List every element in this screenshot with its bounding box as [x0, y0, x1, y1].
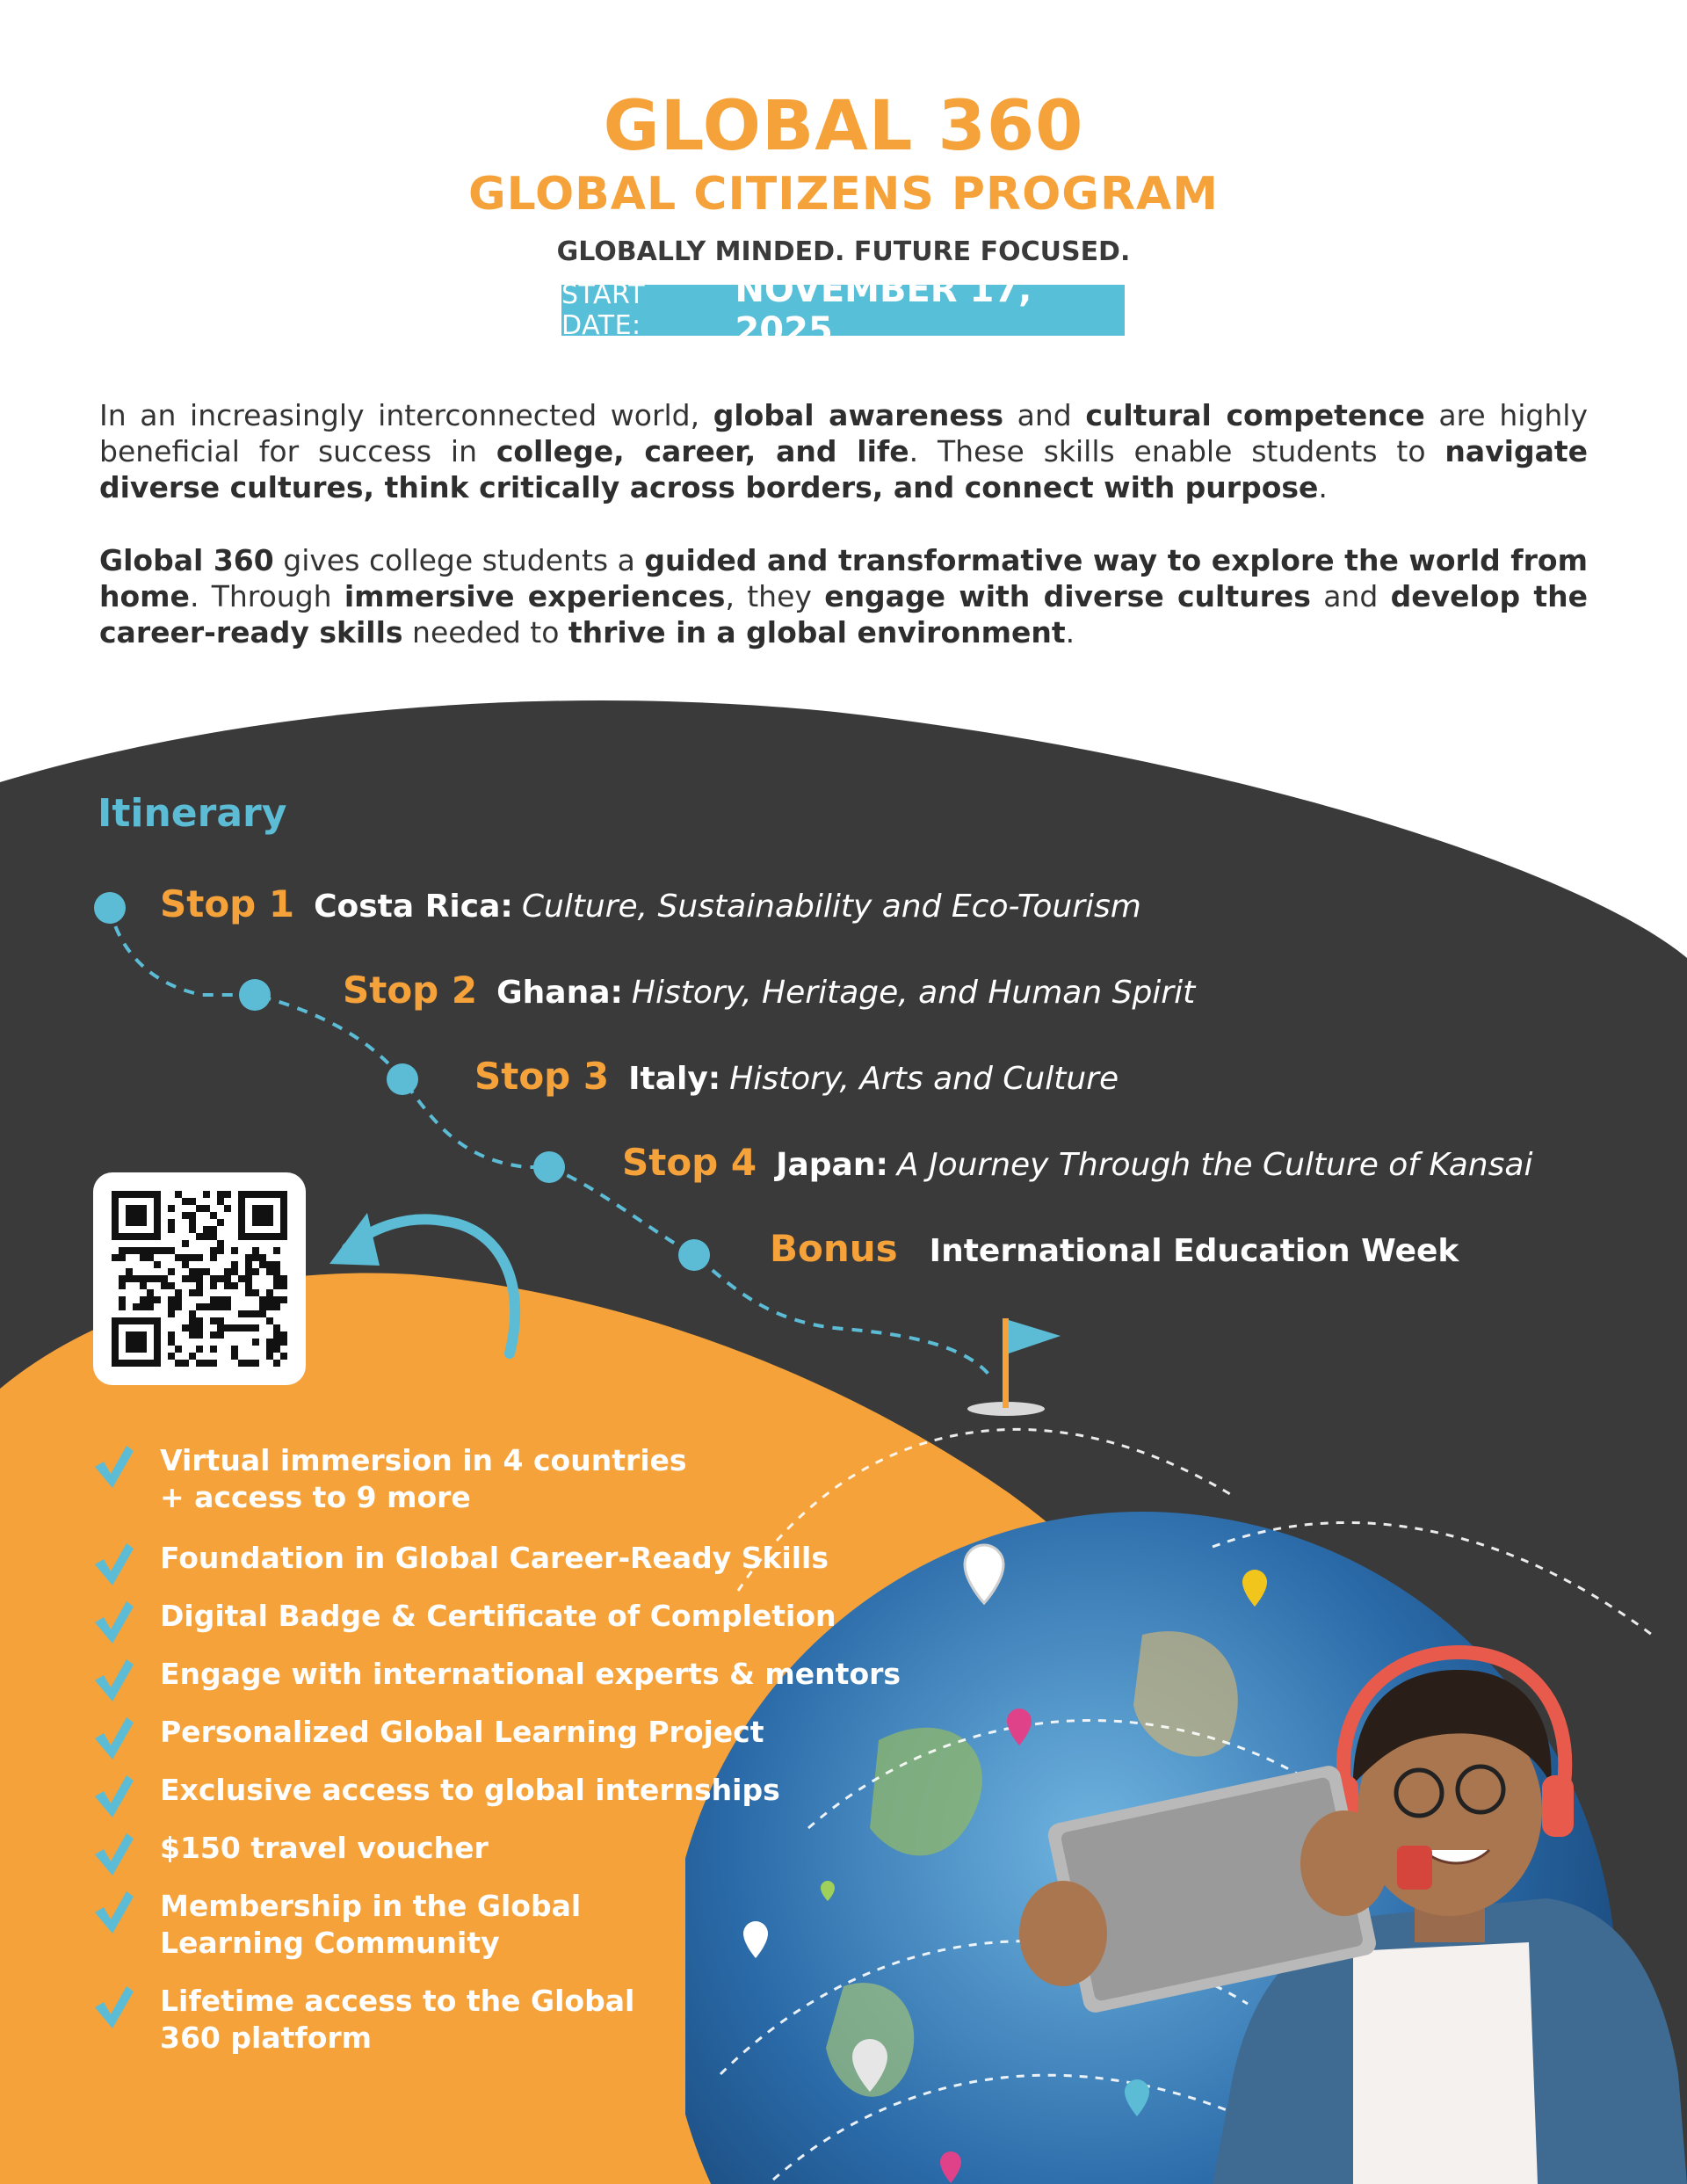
start-date-value: NOVEMBER 17, 2025 [735, 270, 1032, 351]
stop-theme: History, Arts and Culture [729, 1061, 1119, 1097]
benefit-text: Lifetime access to the Global 360 platform [160, 1984, 635, 2055]
benefit-item [91, 1598, 935, 1645]
intro-text: In an increasingly interconnected world, [99, 398, 713, 432]
itinerary-bonus [770, 1227, 1459, 1270]
bonus-label: Bonus [770, 1227, 898, 1270]
benefit-item [91, 1772, 935, 1819]
stop-4-dot [533, 1151, 565, 1183]
stop-theme: Culture, Sustainability and Eco-Tourism [521, 889, 1141, 925]
stop-label: Stop 3 [474, 1055, 610, 1098]
stop-2-dot [239, 979, 271, 1011]
intro-text: needed to [402, 615, 568, 649]
intro-text: . [1318, 470, 1328, 504]
bonus-text: International Education Week [929, 1233, 1459, 1269]
benefit-text: Virtual immersion in 4 countries + access to 9 more [160, 1443, 687, 1514]
intro-emphasis: navigate diverse cultures, think critically across borders, and connect with purpose [99, 434, 1588, 504]
checkmark-icon [91, 1542, 135, 1587]
checkmark-icon [91, 1444, 135, 1490]
bonus-dot [678, 1239, 710, 1271]
stop-country: Ghana: [496, 975, 623, 1011]
benefit-text: Exclusive access to global internships [160, 1773, 780, 1807]
benefit-item [91, 1888, 935, 1962]
intro-emphasis: guided and transformative way to explore the world from home [99, 543, 1588, 613]
checkmark-icon [91, 1984, 135, 2030]
tagline: GLOBALLY MINDED. FUTURE FOCUSED. [556, 236, 1131, 267]
curved-arrow-icon [329, 1213, 515, 1353]
stop-theme: History, Heritage, and Human Spirit [631, 975, 1196, 1011]
qr-code-card[interactable] [93, 1172, 306, 1385]
intro-emphasis: cultural competence [1085, 398, 1425, 432]
intro-emphasis: thrive in a global environment [568, 615, 1066, 649]
stop-theme: A Journey Through the Culture of Kansai [896, 1147, 1533, 1183]
checkmark-icon [91, 1890, 135, 1935]
stop-label: Stop 1 [160, 882, 295, 925]
itinerary-stop-3 [474, 1055, 1119, 1098]
start-date-label: START DATE: [561, 279, 646, 341]
benefit-item [91, 1830, 935, 1877]
intro-emphasis: Global 360 [99, 543, 274, 577]
itinerary-stop-4 [622, 1141, 1532, 1184]
intro-emphasis: develop the career-ready skills [99, 579, 1589, 649]
benefit-item [91, 1540, 935, 1587]
intro-text: . These skills enable students to [909, 434, 1445, 468]
intro-text: and [1003, 398, 1086, 432]
intro-text: and [1310, 579, 1391, 613]
stop-country: Italy: [628, 1061, 721, 1097]
intro-text: . [1065, 615, 1075, 649]
benefit-text: Engage with international experts & mentors [160, 1657, 901, 1691]
benefit-item [91, 1442, 935, 1516]
intro-emphasis: immersive experiences [344, 579, 726, 613]
benefit-text: Digital Badge & Certificate of Completion [160, 1599, 836, 1633]
itinerary-heading: Itinerary [98, 791, 287, 836]
checkmark-icon [91, 1716, 135, 1761]
stop-label: Stop 4 [622, 1141, 757, 1184]
intro-emphasis: global awareness [713, 398, 1004, 432]
program-title: GLOBAL 360 [603, 87, 1084, 166]
stop-country: Costa Rica: [314, 889, 513, 925]
stop-1-dot [94, 892, 126, 924]
intro-text: , they [725, 579, 825, 613]
benefit-item [91, 1714, 935, 1761]
program-subtitle: GLOBAL CITIZENS PROGRAM [468, 168, 1219, 221]
qr-code-icon[interactable] [112, 1191, 287, 1367]
itinerary-stop-2 [343, 969, 1195, 1012]
intro-emphasis: college, career, and life [496, 434, 909, 468]
benefit-item [91, 1983, 935, 2057]
benefit-text: $150 travel voucher [160, 1831, 489, 1865]
stop-label: Stop 2 [343, 969, 478, 1012]
benefit-text: Foundation in Global Career-Ready Skills [160, 1541, 829, 1575]
checkmark-icon [91, 1774, 135, 1819]
checkmark-icon [91, 1658, 135, 1703]
stop-country: Japan: [776, 1147, 888, 1183]
intro-text: gives college students a [273, 543, 645, 577]
benefit-text: Membership in the Global Learning Community [160, 1889, 582, 1960]
itinerary-stop-1 [160, 882, 1141, 925]
intro-emphasis: engage with diverse cultures [824, 579, 1311, 613]
intro-text: . Through [189, 579, 344, 613]
benefit-item [91, 1656, 935, 1703]
checkmark-icon [91, 1600, 135, 1645]
benefit-text: Personalized Global Learning Project [160, 1715, 764, 1749]
checkmark-icon [91, 1832, 135, 1877]
stop-3-dot [387, 1063, 418, 1095]
intro-text: are highly beneficial for success in [99, 398, 1588, 468]
